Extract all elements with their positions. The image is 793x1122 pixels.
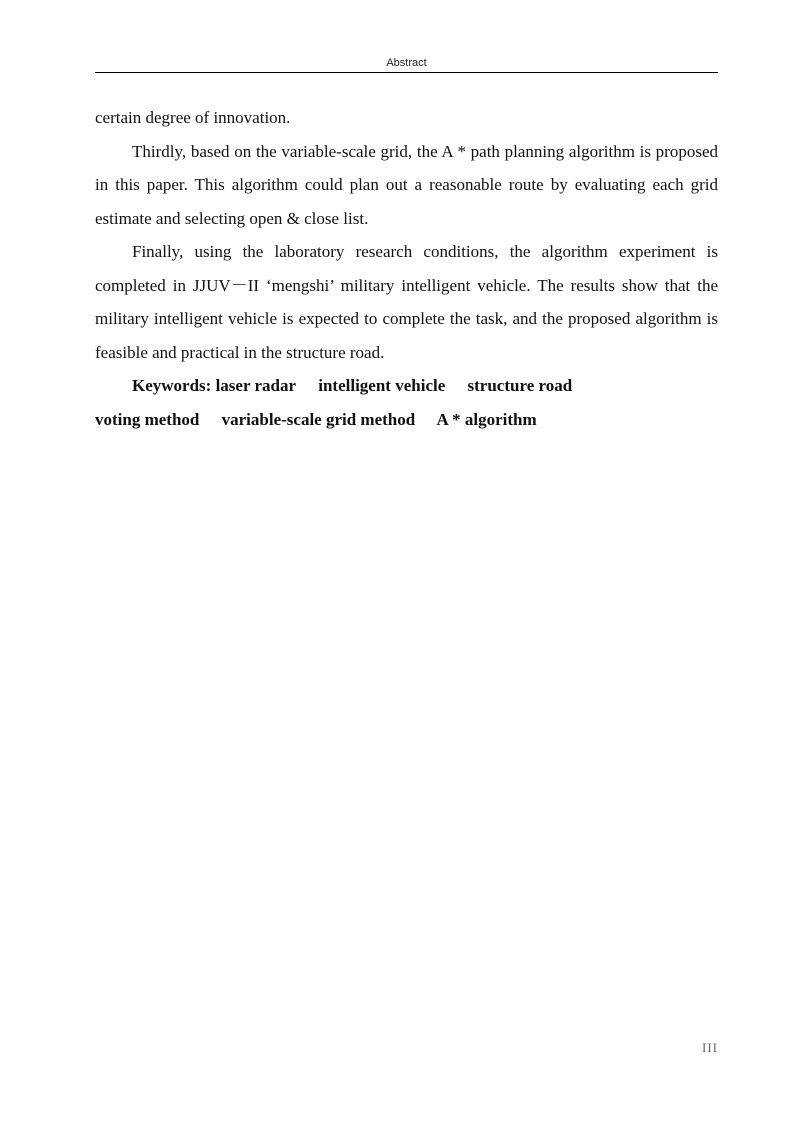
running-header: Abstract <box>386 57 427 69</box>
paragraph-third: Thirdly, based on the variable-scale grid, the A * path planning algorithm is proposed in this paper. This algorithm could plan out a reasonable route by evaluating each grid estimate and selecting open & close list. <box>95 141 718 228</box>
keyword-item: variable-scale grid method <box>221 409 416 429</box>
page-number: III <box>702 1040 718 1055</box>
keywords-line-2 <box>95 403 718 437</box>
keyword-item: A * algorithm <box>436 409 537 429</box>
keyword-item: intelligent vehicle <box>318 376 446 395</box>
header-rule <box>95 72 718 73</box>
paragraph-finally: Finally, using the laboratory research conditions, the algorithm experiment is completed in JJUV－II ‘mengshi’ military intelligent vehicle. The results show that the military intelligent vehicle is expected to complete the task, and the proposed algorithm is feasible and practical in the structure road. <box>95 242 718 362</box>
keywords-line-1 <box>95 369 718 403</box>
keywords-label: Keywords: <box>132 376 212 395</box>
abstract-body <box>95 101 718 436</box>
keyword-item: laser radar <box>215 376 296 395</box>
paragraph-continuation: certain degree of innovation. <box>95 108 291 127</box>
keyword-item: voting method <box>95 409 200 429</box>
keyword-item: structure road <box>467 376 573 395</box>
